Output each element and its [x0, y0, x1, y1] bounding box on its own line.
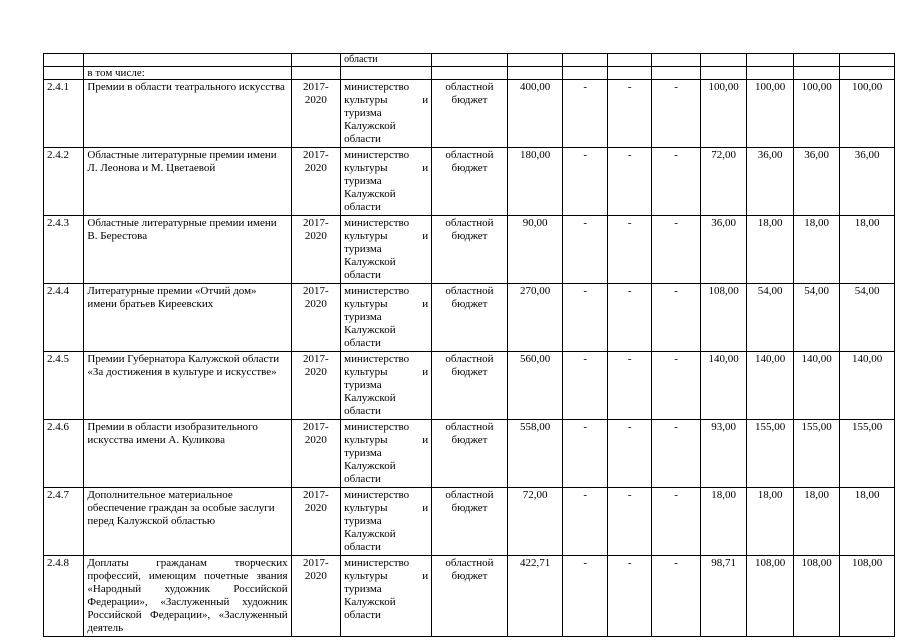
source-line: бюджет	[451, 434, 488, 446]
year-value: 36,00	[747, 148, 793, 216]
executor-line: области	[344, 473, 381, 485]
years-cell	[291, 216, 341, 284]
executor-line: министерство	[344, 353, 410, 365]
cell	[747, 54, 793, 67]
year-value: 98,71	[700, 556, 746, 637]
cell	[793, 67, 839, 80]
cell	[700, 67, 746, 80]
executor-cell	[341, 556, 432, 637]
year-value: -	[607, 216, 651, 284]
source-line: областной	[445, 285, 494, 297]
source-line: бюджет	[451, 502, 488, 514]
executor-line: Калужской	[344, 596, 396, 608]
cell	[607, 54, 651, 67]
year-value: 100,00	[793, 80, 839, 148]
executor-line: культуры и	[344, 162, 429, 174]
executor-line: туризма	[344, 175, 382, 187]
year-value: -	[563, 284, 607, 352]
source-line: областной	[445, 217, 494, 229]
year-value: 93,00	[700, 420, 746, 488]
years-cell	[291, 488, 341, 556]
executor-line: министерство	[344, 421, 410, 433]
cell	[341, 67, 432, 80]
years-line: 2017-	[303, 217, 329, 229]
item-number: 2.4.2	[44, 148, 84, 216]
executor-line: туризма	[344, 107, 382, 119]
year-value: 108,00	[840, 556, 895, 637]
total-value: 90,00	[507, 216, 563, 284]
executor-line: Калужской	[344, 460, 396, 472]
cell	[652, 54, 701, 67]
cell	[563, 54, 607, 67]
year-value: 36,00	[840, 148, 895, 216]
years-line: 2020	[304, 366, 327, 378]
table-row-subheader	[44, 67, 895, 80]
year-value: -	[652, 216, 701, 284]
table-row	[44, 488, 895, 556]
item-number: 2.4.5	[44, 352, 84, 420]
years-line: 2017-	[303, 353, 329, 365]
executor-line: туризма	[344, 243, 382, 255]
year-value: -	[607, 80, 651, 148]
executor-line: Калужской	[344, 188, 396, 200]
year-value: -	[652, 420, 701, 488]
item-number: 2.4.3	[44, 216, 84, 284]
years-cell	[291, 80, 341, 148]
cell	[793, 54, 839, 67]
cell	[563, 67, 607, 80]
cell	[840, 54, 895, 67]
table-row	[44, 148, 895, 216]
item-number: 2.4.8	[44, 556, 84, 637]
year-value: 100,00	[700, 80, 746, 148]
year-value: 18,00	[840, 488, 895, 556]
executor-line: культуры и	[344, 230, 429, 242]
years-cell	[291, 556, 341, 637]
item-number: 2.4.7	[44, 488, 84, 556]
year-value: 18,00	[793, 488, 839, 556]
cell	[652, 67, 701, 80]
years-cell	[291, 420, 341, 488]
year-value: 18,00	[747, 488, 793, 556]
executor-line: культуры и	[344, 502, 429, 514]
cell	[507, 67, 563, 80]
executor-line: туризма	[344, 311, 382, 323]
source-line: бюджет	[451, 94, 488, 106]
total-value: 558,00	[507, 420, 563, 488]
year-value: -	[652, 284, 701, 352]
total-value: 400,00	[507, 80, 563, 148]
item-name: Литературные премии «Отчий дом» имени братьев Киреевских	[84, 284, 291, 352]
executor-line: туризма	[344, 447, 382, 459]
table-row	[44, 216, 895, 284]
executor-line: Калужской	[344, 256, 396, 268]
subheader-label: в том числе:	[84, 67, 291, 80]
years-line: 2020	[304, 162, 327, 174]
years-line: 2017-	[303, 149, 329, 161]
cell	[607, 67, 651, 80]
year-value: 54,00	[747, 284, 793, 352]
executor-line: области	[344, 405, 381, 417]
year-value: 54,00	[840, 284, 895, 352]
executor-line: культуры и	[344, 570, 429, 582]
cell	[700, 54, 746, 67]
source-cell	[432, 80, 508, 148]
source-line: бюджет	[451, 570, 488, 582]
executor-line: министерство	[344, 285, 410, 297]
years-line: 2020	[304, 230, 327, 242]
item-name: Премии в области изобразительного искусства имени А. Куликова	[84, 420, 291, 488]
cell	[291, 54, 341, 67]
source-cell	[432, 148, 508, 216]
total-value: 560,00	[507, 352, 563, 420]
cell	[44, 54, 84, 67]
year-value: -	[607, 148, 651, 216]
year-value: -	[563, 488, 607, 556]
executor-line: Калужской	[344, 528, 396, 540]
year-value: -	[652, 488, 701, 556]
year-value: 72,00	[700, 148, 746, 216]
year-value: 36,00	[793, 148, 839, 216]
source-cell	[432, 556, 508, 637]
executor-cell	[341, 352, 432, 420]
year-value: 140,00	[840, 352, 895, 420]
year-value: -	[607, 488, 651, 556]
table-row	[44, 284, 895, 352]
years-line: 2020	[304, 434, 327, 446]
year-value: -	[563, 556, 607, 637]
year-value: 108,00	[747, 556, 793, 637]
total-value: 72,00	[507, 488, 563, 556]
cell	[44, 67, 84, 80]
years-line: 2017-	[303, 557, 329, 569]
executor-line: области	[344, 337, 381, 349]
years-line: 2017-	[303, 421, 329, 433]
source-cell	[432, 352, 508, 420]
source-cell	[432, 488, 508, 556]
years-line: 2020	[304, 502, 327, 514]
cell	[84, 54, 291, 67]
executor-line: министерство	[344, 149, 410, 161]
executor-cell	[341, 420, 432, 488]
executor-line: туризма	[344, 515, 382, 527]
cell	[840, 67, 895, 80]
years-line: 2017-	[303, 285, 329, 297]
year-value: 140,00	[747, 352, 793, 420]
item-number: 2.4.1	[44, 80, 84, 148]
year-value: -	[563, 352, 607, 420]
cell	[507, 54, 563, 67]
executor-line: культуры и	[344, 94, 429, 106]
years-line: 2017-	[303, 81, 329, 93]
source-cell	[432, 284, 508, 352]
table-row	[44, 80, 895, 148]
source-line: бюджет	[451, 162, 488, 174]
year-value: -	[652, 80, 701, 148]
executor-line: области	[344, 133, 381, 145]
years-cell	[291, 148, 341, 216]
item-number: 2.4.6	[44, 420, 84, 488]
year-value: 18,00	[840, 216, 895, 284]
table-row	[44, 352, 895, 420]
years-line: 2020	[304, 94, 327, 106]
source-cell	[432, 420, 508, 488]
year-value: 140,00	[793, 352, 839, 420]
item-name: Доплаты гражданам творческих профессий, имеющим почетные звания «Народный художник Российской Федерации», «Заслуженный художник Российской Федерации», «Заслуженный деятель	[84, 556, 291, 637]
cell	[432, 54, 508, 67]
year-value: -	[607, 420, 651, 488]
source-line: областной	[445, 353, 494, 365]
year-value: 100,00	[840, 80, 895, 148]
executor-cell	[341, 80, 432, 148]
year-value: 108,00	[700, 284, 746, 352]
executor-line: министерство	[344, 217, 410, 229]
executor-cell	[341, 488, 432, 556]
years-cell	[291, 352, 341, 420]
source-line: областной	[445, 489, 494, 501]
item-name: Премии Губернатора Калужской области «За достижения в культуре и искусстве»	[84, 352, 291, 420]
year-value: 108,00	[793, 556, 839, 637]
executor-cell	[341, 148, 432, 216]
cell	[747, 67, 793, 80]
source-line: областной	[445, 149, 494, 161]
source-line: бюджет	[451, 298, 488, 310]
year-value: 100,00	[747, 80, 793, 148]
year-value: -	[652, 352, 701, 420]
table-row	[44, 420, 895, 488]
executor-line: культуры и	[344, 298, 429, 310]
table-row	[44, 556, 895, 637]
executor-line: Калужской	[344, 120, 396, 132]
executor-line: министерство	[344, 81, 410, 93]
executor-line: области	[344, 609, 381, 621]
total-value: 270,00	[507, 284, 563, 352]
executor-line: туризма	[344, 379, 382, 391]
source-line: областной	[445, 421, 494, 433]
item-name: Областные литературные премии имени В. Берестова	[84, 216, 291, 284]
item-name: Премии в области театрального искусства	[84, 80, 291, 148]
year-value: 54,00	[793, 284, 839, 352]
executor-cell	[341, 216, 432, 284]
year-value: -	[563, 80, 607, 148]
executor-line: области	[344, 269, 381, 281]
cell	[432, 67, 508, 80]
year-value: 155,00	[793, 420, 839, 488]
years-line: 2020	[304, 570, 327, 582]
executor-line: области	[344, 541, 381, 553]
years-line: 2020	[304, 298, 327, 310]
exec-cell: области	[341, 54, 432, 67]
year-value: 155,00	[840, 420, 895, 488]
year-value: -	[563, 420, 607, 488]
year-value: 18,00	[747, 216, 793, 284]
years-cell	[291, 284, 341, 352]
source-line: областной	[445, 557, 494, 569]
executor-line: Калужской	[344, 324, 396, 336]
source-line: бюджет	[451, 230, 488, 242]
years-line: 2017-	[303, 489, 329, 501]
year-value: 140,00	[700, 352, 746, 420]
year-value: -	[652, 148, 701, 216]
item-name: Областные литературные премии имени Л. Леонова и М. Цветаевой	[84, 148, 291, 216]
source-cell	[432, 216, 508, 284]
executor-cell	[341, 284, 432, 352]
executor-line: области	[344, 201, 381, 213]
year-value: -	[607, 284, 651, 352]
source-line: областной	[445, 81, 494, 93]
year-value: -	[652, 556, 701, 637]
executor-line: культуры и	[344, 434, 429, 446]
executor-line: культуры и	[344, 366, 429, 378]
year-value: 36,00	[700, 216, 746, 284]
budget-table	[43, 53, 895, 637]
executor-line: министерство	[344, 557, 410, 569]
total-value: 180,00	[507, 148, 563, 216]
year-value: -	[563, 216, 607, 284]
item-name: Дополнительное материальное обеспечение граждан за особые заслуги перед Калужской областью	[84, 488, 291, 556]
executor-line: Калужской	[344, 392, 396, 404]
year-value: 18,00	[793, 216, 839, 284]
year-value: -	[607, 352, 651, 420]
year-value: 18,00	[700, 488, 746, 556]
executor-line: туризма	[344, 583, 382, 595]
cell	[291, 67, 341, 80]
source-line: бюджет	[451, 366, 488, 378]
year-value: -	[607, 556, 651, 637]
item-number: 2.4.4	[44, 284, 84, 352]
executor-line: министерство	[344, 489, 410, 501]
total-value: 422,71	[507, 556, 563, 637]
year-value: 155,00	[747, 420, 793, 488]
table-row-continued	[44, 54, 895, 67]
year-value: -	[563, 148, 607, 216]
